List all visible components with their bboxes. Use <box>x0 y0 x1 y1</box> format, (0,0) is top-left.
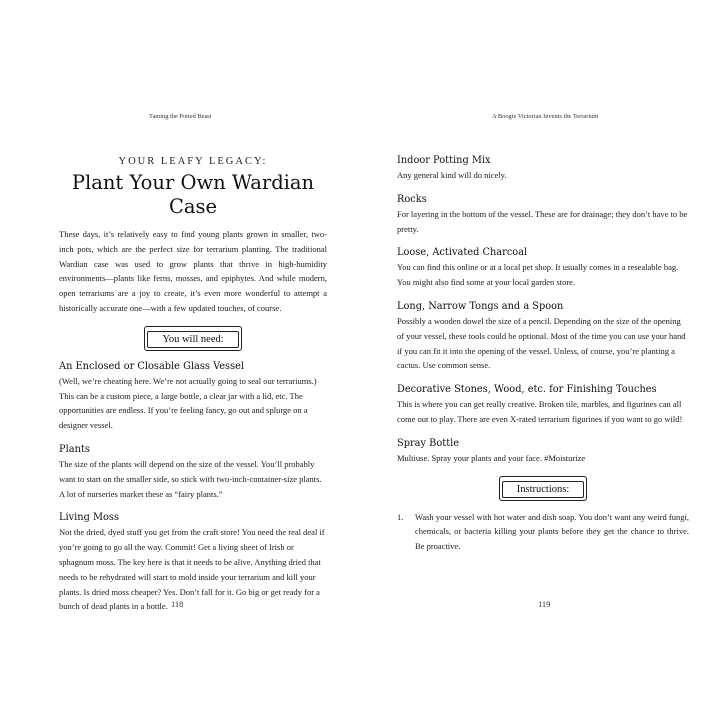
supply-heading: Decorative Stones, Wood, etc. for Finishing Touches <box>397 384 657 396</box>
supply-heading: Long, Narrow Tongs and a Spoon <box>397 300 564 312</box>
supply-description: (Well, we’re cheating here. We’re not actually going to seal our terrariums.) This can be a custom piece, a large bottle, a clear jar with a lid, etc. The opportunities are endless. If you’re feeling fancy, go out and splurge on a designer vessel. <box>59 375 317 431</box>
supply-description: Any general kind will do nicely. <box>397 170 507 180</box>
supply-item <box>397 437 689 466</box>
supply-item <box>397 154 689 183</box>
step-number: 1. <box>397 511 404 522</box>
supply-heading: Spray Bottle <box>397 437 460 449</box>
instruction-step <box>397 510 689 554</box>
you-will-need-label: You will need: <box>147 331 238 348</box>
you-will-need-box <box>59 326 327 351</box>
supply-item <box>59 443 327 501</box>
left-text-column <box>59 154 327 624</box>
supply-item <box>397 300 689 373</box>
left-running-head: Taming the Potted Beast <box>149 113 212 120</box>
supply-heading: Indoor Potting Mix <box>397 155 491 166</box>
supply-heading: Plants <box>59 443 90 455</box>
step-text: Wash your vessel with hot water and dish soap. You don’t want any weird fungi, chemicals, or bacteria killing your plants before they get the chance to thrive. Be proactive. <box>415 511 689 552</box>
supply-description: Possibly a wooden dowel the size of a pencil. Depending on the size of the opening of your vessel, these tools could be optional. Most of the time you can use your hand if you can fit it into the opening of the vessel. Unless, of course, you’re planting a cactus. Use common sense. <box>397 315 686 371</box>
supply-description: The size of the plants will depend on the size of the vessel. You’ll probably want to start on the smaller side, so stick with two-inch-container-size plants. A lot of nurseries market these as “fairy plants.” <box>59 458 322 499</box>
supply-description: You can find this online or at a local pet shop. It usually comes in a resealable bag. You might also find some at your local garden store. <box>397 262 679 288</box>
supply-item <box>59 511 327 614</box>
supply-item <box>397 383 689 427</box>
instructions-box <box>397 476 689 501</box>
chapter-title: Plant Your Own Wardian Case <box>71 171 315 218</box>
supply-heading: Rocks <box>397 193 427 205</box>
supply-item <box>397 193 689 237</box>
instructions-label: Instructions: <box>502 481 585 498</box>
supply-item <box>59 360 327 433</box>
right-page-number: 119 <box>538 599 551 609</box>
supply-description: Multiuse. Spray your plants and your face. #Moisturize <box>397 452 586 463</box>
right-page <box>360 0 720 720</box>
supply-description: This is where you can get really creative. Broken tile, marbles, and figurines can all come out to play. There are even X-rated terrarium figurines if you want to go wild! <box>397 399 683 424</box>
chapter-kicker: YOUR LEAFY LEGACY: <box>118 156 268 167</box>
supply-description: For layering in the bottom of the vessel. These are for drainage; they don’t have to be pretty. <box>397 208 688 234</box>
supply-item <box>397 246 689 290</box>
left-page-number: 118 <box>171 599 184 609</box>
intro-paragraph: These days, it’s relatively easy to find young plants grown in smaller, two-inch pots, which are the perfect size for terrarium planting. The traditional Wardian case was used to grow plants that thrive in high-humidity environments—plants like ferns, mosses, and epiphytes. And while modern, open terrariums are a joy to create, it’s even more wonderful to attempt a historically accurate one—with a few updated touches, of course. <box>59 229 327 313</box>
supply-heading: Loose, Activated Charcoal <box>397 247 528 259</box>
supply-description: Not the dried, dyed stuff you get from the craft store! You need the real deal if you’re going to go all the way. Commit! Get a living sheet of Irish or sphagnum moss. The key here is that it needs to be alive. Anything dried that needs to be rehydrated will start to mold inside your terrarium and kill your plants. Is dried moss cheaper? Yes. Don’t fall for it. Go big or get ready for a bunch of dead plants in a bottle. <box>59 527 325 612</box>
right-text-column <box>397 154 689 554</box>
supply-heading: An Enclosed or Closable Glass Vessel <box>59 360 245 372</box>
supply-heading: Living Moss <box>59 512 119 524</box>
right-running-head: A Boogie Victorian Invents the Terrarium <box>492 113 599 120</box>
